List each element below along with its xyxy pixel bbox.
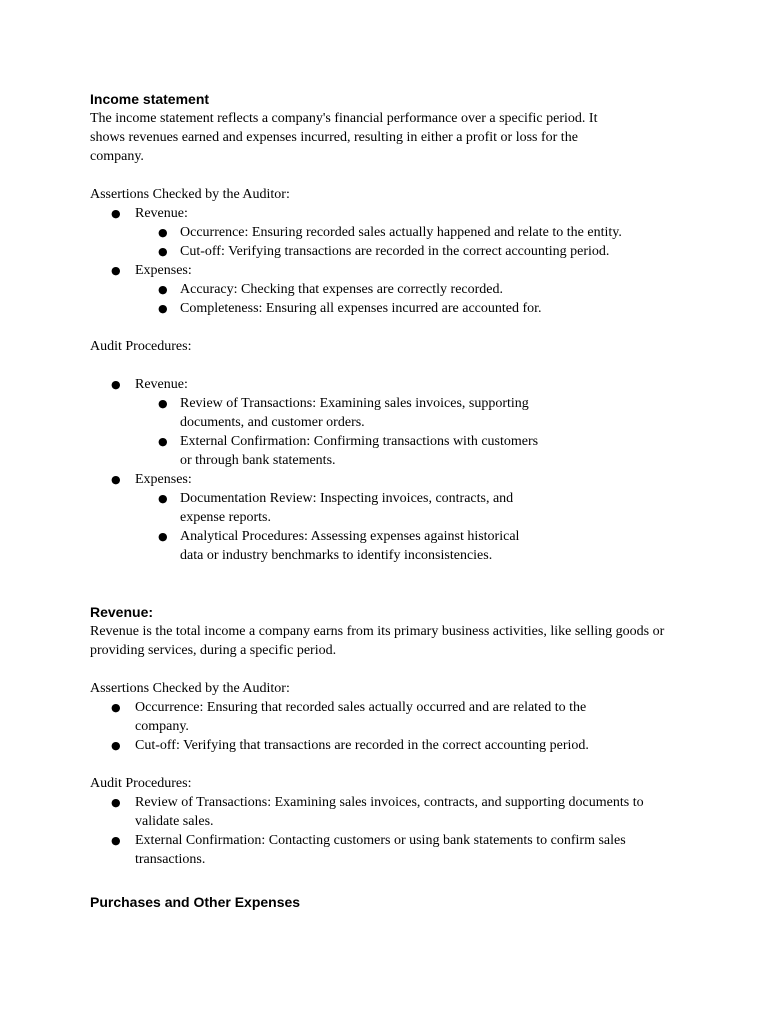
assertions-list [90,204,690,223]
list-item: ● Review of Transactions: Examining sales invoices, contracts, and supporting documents to validate sales. [90,793,650,831]
assertions-sublist [90,223,690,261]
procedures-list [90,375,690,394]
list-item: ● Occurrence: Ensuring that recorded sales actually occurred and are related to the company. [90,698,595,736]
assertions-label: Assertions Checked by the Auditor: [90,681,290,696]
list-item: ● External Confirmation: Confirming transactions with customers or through bank statements. [90,432,550,470]
procedures-list-2 [90,470,690,489]
list-item: ● Analytical Procedures: Assessing expenses against historical data or industry benchmarks to identify inconsistencies. [90,527,530,565]
list-item: ● Cut-off: Verifying that transactions are recorded in the correct accounting period. [90,736,595,755]
section-income-statement [90,90,690,565]
list-item: ● Occurrence: Ensuring recorded sales actually happened and relate to the entity. [90,223,690,242]
list-item-label: Revenue: [135,206,188,221]
list-item: ● Documentation Review: Inspecting invoices, contracts, and expense reports. [90,489,530,527]
document-content [90,90,690,912]
procedures-label: Audit Procedures: [90,776,192,791]
list-item-label: Expenses: [135,472,192,487]
assertions-label: Assertions Checked by the Auditor: [90,187,290,202]
section-purchases-and-expenses [90,893,690,912]
list-item [90,470,690,489]
procedures-label: Audit Procedures: [90,339,192,354]
assertions-sublist-2 [90,280,690,318]
assertions-list-2 [90,261,690,280]
assertions-list [90,698,595,755]
section-description: Revenue is the total income a company earns from its primary business activities, like selling goods or providing services, during a specific period. [90,624,665,658]
list-item [90,204,690,223]
list-item-label: Expenses: [135,263,192,278]
section-heading: Revenue: [90,604,154,620]
procedures-sublist-2 [90,489,530,565]
section-heading: Income statement [90,91,210,107]
section-description: The income statement reflects a company's financial performance over a specific period. It shows revenues earned and expenses incurred, resulting in either a profit or loss for the company. [90,111,598,164]
list-item: ● Accuracy: Checking that expenses are correctly recorded. [90,280,690,299]
list-item: ● Cut-off: Verifying transactions are recorded in the correct accounting period. [90,242,690,261]
section-heading: Purchases and Other Expenses [90,894,301,910]
list-item-label: Revenue: [135,377,188,392]
procedures-sublist [90,394,550,470]
list-item [90,375,690,394]
section-revenue [90,603,690,869]
procedures-list [90,793,650,869]
list-item: ● Completeness: Ensuring all expenses incurred are accounted for. [90,299,690,318]
list-item: ● Review of Transactions: Examining sales invoices, supporting documents, and customer orders. [90,394,550,432]
list-item [90,261,690,280]
list-item: ● External Confirmation: Contacting customers or using bank statements to confirm sales transactions. [90,831,650,869]
